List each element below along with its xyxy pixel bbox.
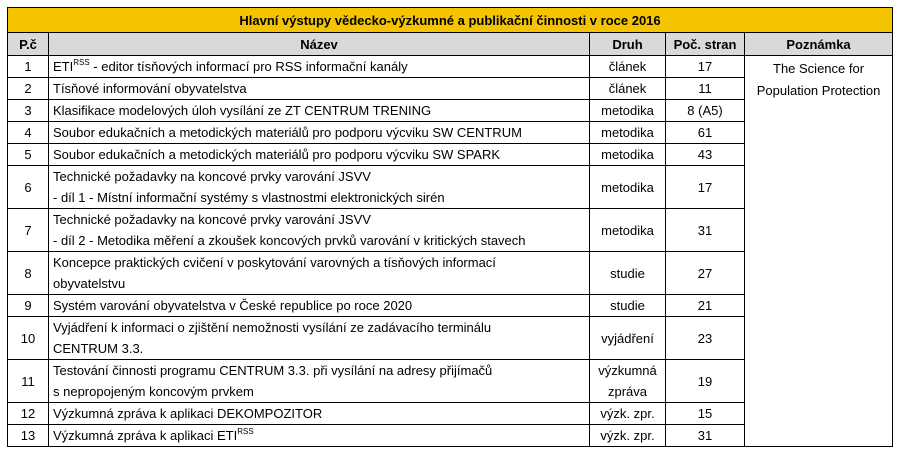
col-header-pages: Poč. stran [666,33,745,56]
row-name-line-1: Testování činnosti programu CENTRUM 3.3. při vysílání na adresy přijímačů [53,363,493,378]
row-num: 3 [8,100,49,122]
row-num: 12 [8,403,49,425]
row-name [49,360,590,403]
row-name-line-2: s nepropojeným koncovým prvkem [53,384,254,399]
note-line-2: Population Protection [756,83,881,98]
row-name: Výzkumná zpráva k aplikaci DEKOMPOZITOR [49,403,590,425]
row-pages: 17 [666,56,745,78]
row-name-text: ETI [53,59,74,74]
row-pages: 31 [666,209,745,252]
row-pages: 23 [666,317,745,360]
row-name-text-rest: - editor tísňových informací pro RSS informační kanály [89,59,408,74]
row-name: Klasifikace modelových úloh vysílání ze ZT CENTRUM TRENING [49,100,590,122]
row-num: 9 [8,295,49,317]
row-type: metodika [590,122,666,144]
row-pages: 8 (A5) [666,100,745,122]
row-name-line-1: Koncepce praktických cvičení v poskytování varovných a tísňových informací [53,255,496,270]
row-num: 4 [8,122,49,144]
row-type: článek [590,56,666,78]
row-pages: 27 [666,252,745,295]
row-num: 8 [8,252,49,295]
row-pages: 15 [666,403,745,425]
row-name [49,209,590,252]
row-type: metodika [590,144,666,166]
row-name: Soubor edukačních a metodických materiálů pro podporu výcviku SW SPARK [49,144,590,166]
row-name [49,166,590,209]
table-title: Hlavní výstupy vědecko-výzkumné a publikační činnosti v roce 2016 [8,8,893,33]
row-name-line-1: Vyjádření k informaci o zjištění nemožnosti vysílání ze zadávacího terminálu [53,320,492,335]
row-type: metodika [590,166,666,209]
col-header-note: Poznámka [745,33,893,56]
table-row [8,56,893,78]
row-type: vyjádření [590,317,666,360]
row-num: 5 [8,144,49,166]
row-pages: 17 [666,166,745,209]
row-num: 6 [8,166,49,209]
row-num: 13 [8,425,49,447]
row-num: 2 [8,78,49,100]
row-type: výzk. zpr. [590,425,666,447]
row-pages: 19 [666,360,745,403]
row-type-line-2: zpráva [607,384,648,399]
outputs-table [7,7,893,447]
row-name: Tísňové informování obyvatelstva [49,78,590,100]
row-type: metodika [590,209,666,252]
row-name-line-2: - díl 2 - Metodika měření a zkoušek koncových prvků varování v kritických stavech [53,233,526,248]
row-pages: 61 [666,122,745,144]
row-name [49,317,590,360]
row-name: Soubor edukačních a metodických materiálů pro podporu výcviku SW CENTRUM [49,122,590,144]
row-name-sup: RSS [237,426,254,436]
row-name [49,425,590,447]
row-pages: 31 [666,425,745,447]
row-num: 11 [8,360,49,403]
row-name [49,252,590,295]
row-name-line-2: obyvatelstvu [53,276,126,291]
row-type: výzk. zpr. [590,403,666,425]
col-header-type: Druh [590,33,666,56]
col-header-num: P.č [8,33,49,56]
row-num: 7 [8,209,49,252]
note-cell [745,56,893,447]
row-num: 1 [8,56,49,78]
row-type: metodika [590,100,666,122]
row-name-line-2: - díl 1 - Místní informační systémy s vlastnostmi elektronických sirén [53,190,445,205]
row-type: studie [590,295,666,317]
row-name: Systém varování obyvatelstva v České republice po roce 2020 [49,295,590,317]
row-pages: 43 [666,144,745,166]
row-name-text: Výzkumná zpráva k aplikaci ETI [53,428,238,443]
row-type: studie [590,252,666,295]
row-type: článek [590,78,666,100]
row-name-line-2: CENTRUM 3.3. [53,341,144,356]
row-name-sup: RSS [73,57,90,67]
row-num: 10 [8,317,49,360]
row-name [49,56,590,78]
row-name-line-1: Technické požadavky na koncové prvky varování JSVV [53,169,371,184]
header-row [8,33,893,56]
row-pages: 11 [666,78,745,100]
row-type-line-1: výzkumná [598,363,657,378]
row-name-line-1: Technické požadavky na koncové prvky varování JSVV [53,212,371,227]
col-header-name: Název [49,33,590,56]
note-line-1: The Science for [773,61,865,76]
row-type [590,360,666,403]
row-pages: 21 [666,295,745,317]
